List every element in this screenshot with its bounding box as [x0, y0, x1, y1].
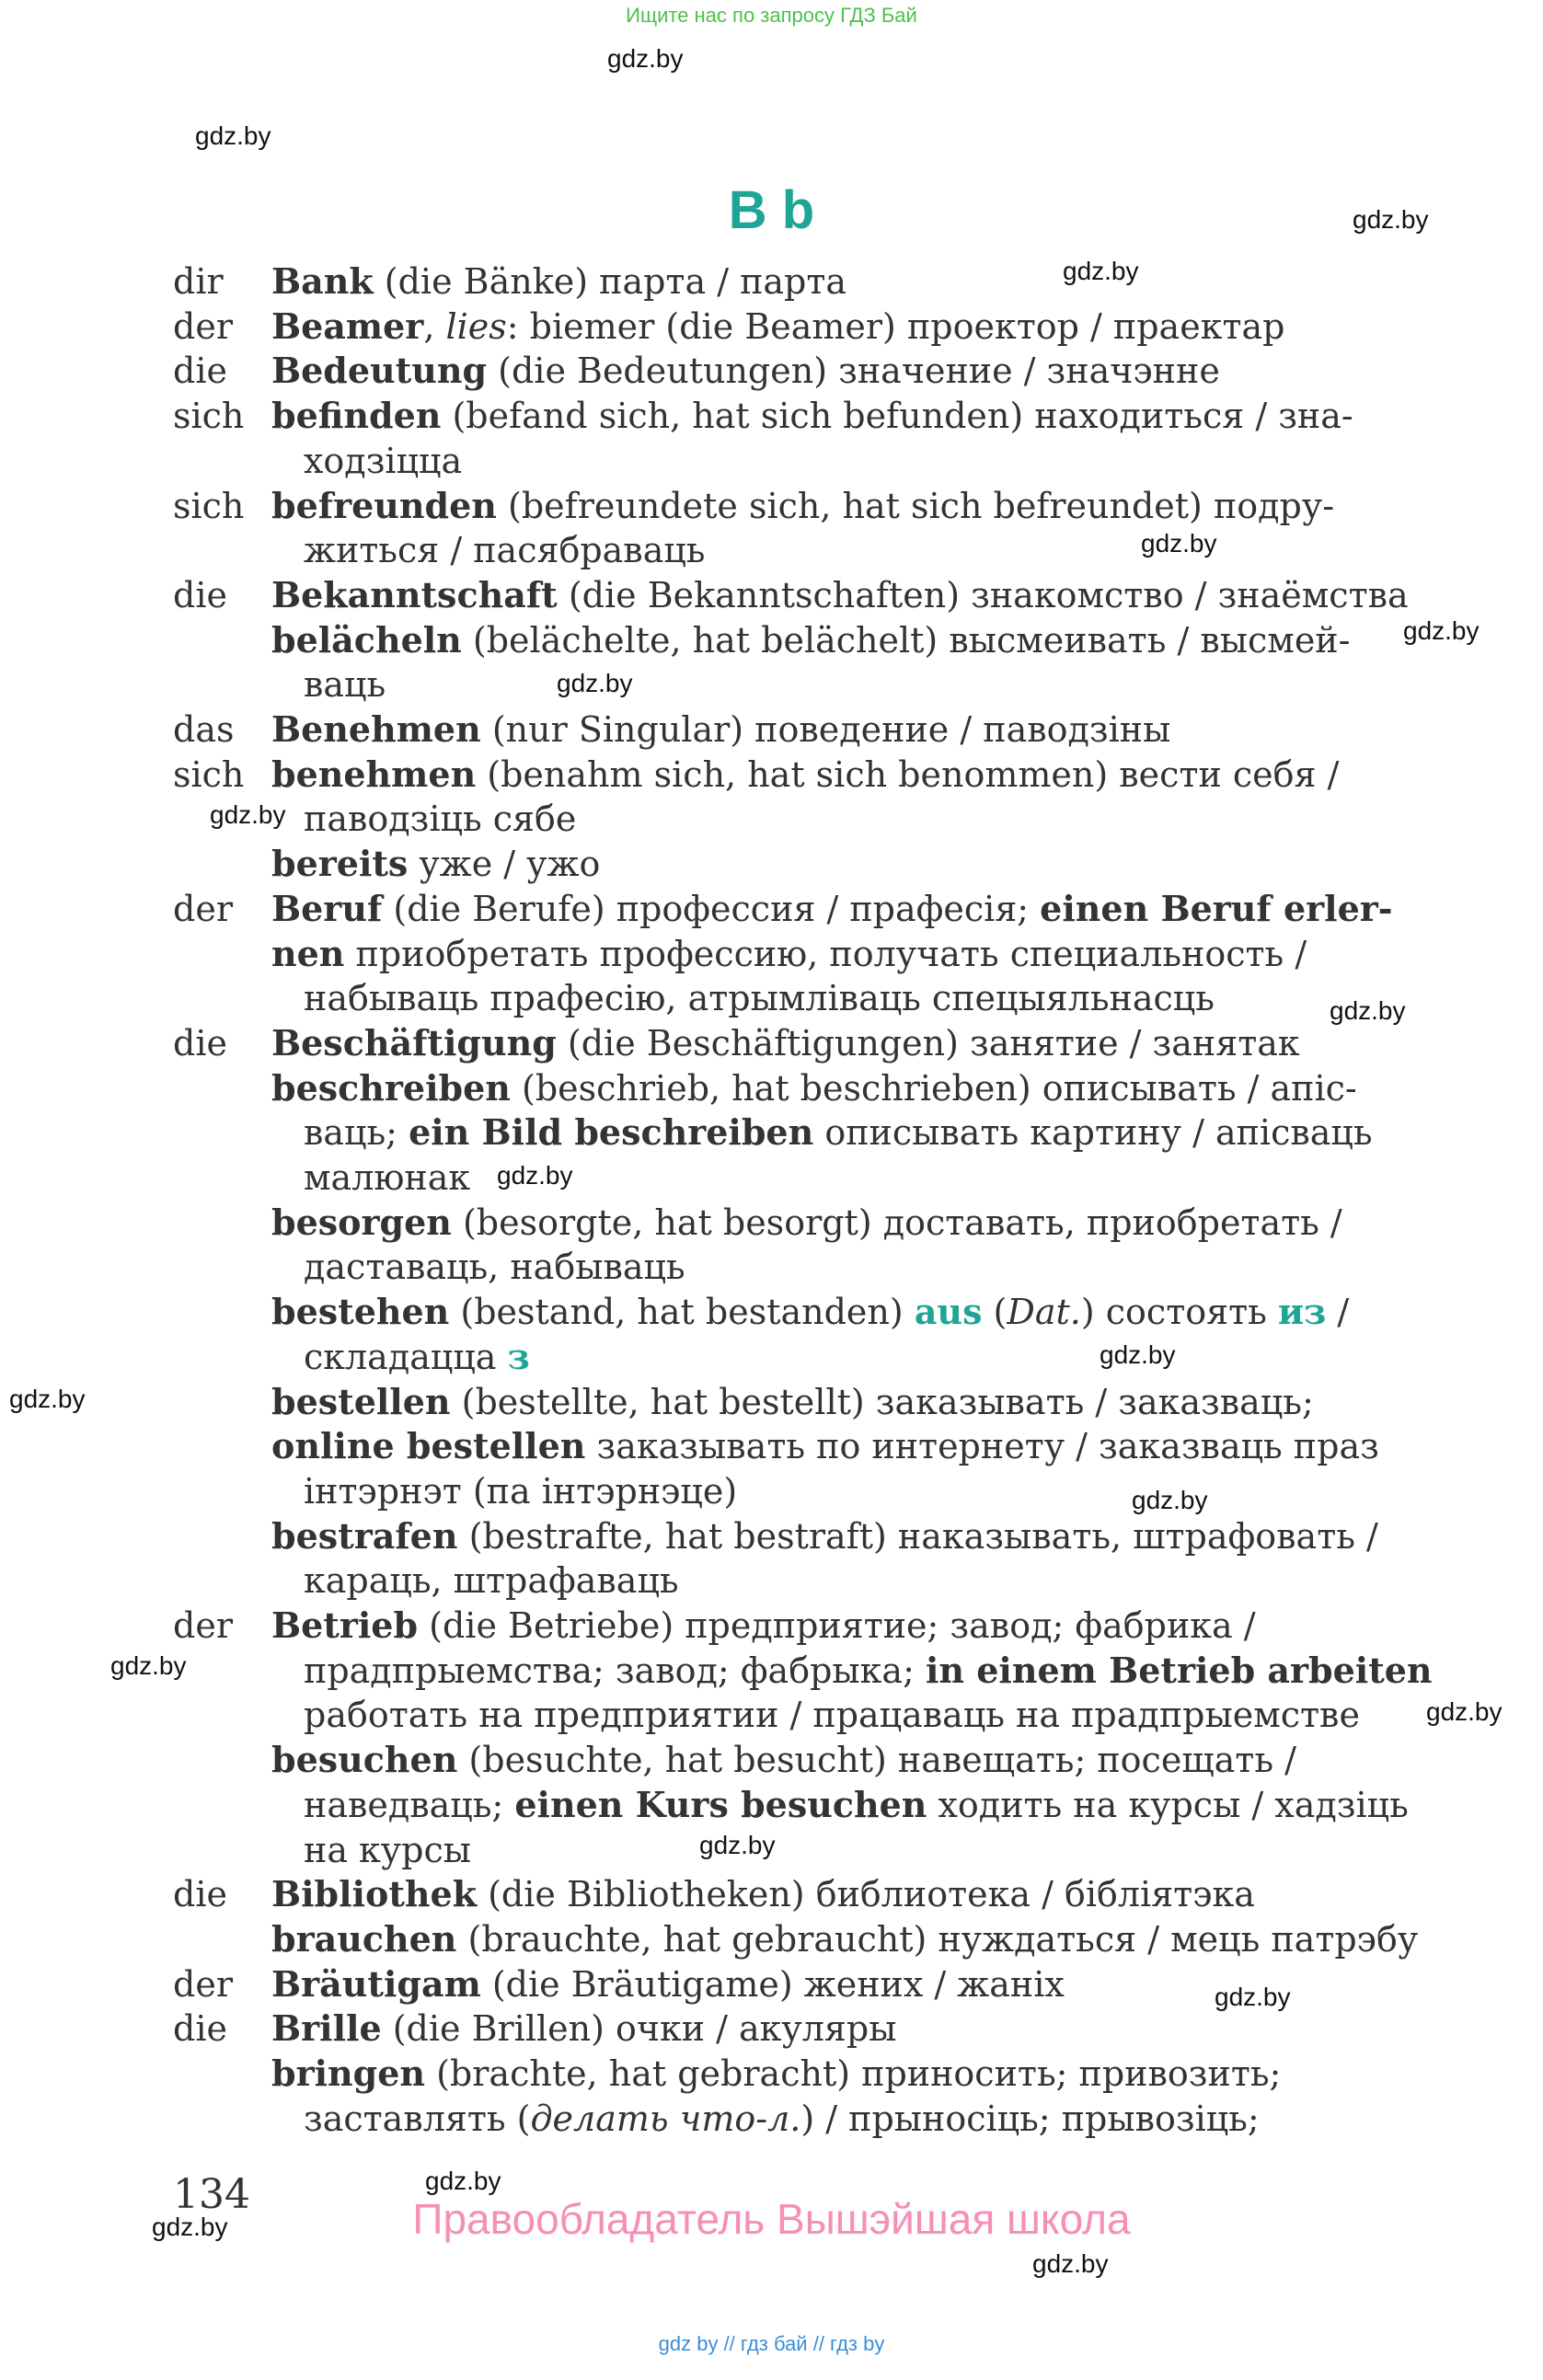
entry-text: (besuchte, hat besucht) навещать; посещать /: [457, 1740, 1296, 1781]
watermark-text: gdz.by: [1403, 616, 1480, 645]
entry-text: з: [507, 1335, 530, 1377]
section-heading: B b: [728, 180, 815, 240]
entry-text: lies: [445, 305, 507, 347]
entry-article: das: [173, 709, 235, 750]
entry-text: aus: [914, 1291, 983, 1333]
entry-text: (die Bibliotheken) библиотека / бібліятэка: [477, 1874, 1255, 1915]
entry-line: [271, 1604, 1256, 1648]
entry-line: [271, 305, 1284, 349]
headword: Bekanntschaft: [271, 573, 558, 615]
entry-article: der: [173, 1605, 233, 1646]
entry-text: складацца: [304, 1336, 508, 1377]
watermark-text: gdz.by: [1330, 996, 1406, 1025]
headword: bestellen: [271, 1380, 451, 1422]
entry-line: [304, 439, 462, 483]
entry-text: на курсы: [304, 1829, 472, 1870]
entry-line: [271, 932, 1307, 976]
headword: besorgen: [271, 1201, 452, 1243]
entry-line: [271, 1066, 1357, 1110]
entry-line: [304, 1245, 685, 1289]
headword: bestrafen: [271, 1514, 458, 1557]
entry-text: (die Bekanntschaften) знакомство / знаёмства: [557, 574, 1409, 615]
watermark-text: gdz.by: [1215, 1983, 1291, 2011]
entry-line: [271, 2006, 896, 2051]
entry-line: [304, 2097, 1260, 2141]
entry-article: sich: [173, 396, 245, 437]
entry-text: ваць: [304, 664, 386, 706]
entry-text: ,: [423, 305, 446, 347]
entry-text: (nur Singular) поведение / паводзіны: [480, 709, 1171, 750]
entry-line: [271, 842, 600, 886]
headword: Brille: [271, 2007, 382, 2050]
entry-text: (beschrieb, hat beschrieben) описывать / апіс-: [510, 1067, 1357, 1109]
entry-text: (die Beschäftigungen) занятие / занятак: [556, 1022, 1300, 1064]
entry-article: die: [173, 1022, 227, 1064]
entry-line: [271, 618, 1350, 662]
entry-line: [271, 1738, 1296, 1782]
watermark-text: gdz.by: [1426, 1697, 1503, 1726]
footer-links: gdz by // гдз бай // гдз by: [658, 2332, 885, 2355]
entry-text: (belächelte, hat belächelt) высмеивать / высмей-: [461, 619, 1351, 661]
watermark-text: gdz.by: [699, 1831, 776, 1859]
entry-text: (bestand, hat bestanden): [449, 1292, 915, 1333]
entry-line: [304, 1649, 1433, 1693]
entry-text: (bestellte, hat bestellt) заказывать / заказваць;: [450, 1381, 1314, 1422]
watermark-text: gdz.by: [1063, 257, 1139, 285]
entry-text: набываць прафесію, атрымліваць спецыяльнасць: [304, 978, 1215, 1019]
entry-text: (brauchte, hat gebraucht) нуждаться / мець патрэбу: [456, 1918, 1419, 1960]
entry-article: die: [173, 1874, 227, 1915]
entry-line: [304, 976, 1215, 1020]
entry-line: [304, 1335, 530, 1379]
entry-text: : biemer (die Beamer) проектор / праектар: [506, 305, 1285, 347]
entry-text: (die Bänke) парта / парта: [373, 261, 847, 302]
entry-line: [271, 349, 1220, 393]
entry-line: [304, 528, 705, 572]
headword: bestehen: [271, 1291, 450, 1333]
entry-line: [271, 1201, 1342, 1245]
headword: einen Beruf erler-: [1040, 887, 1393, 929]
entry-line: [304, 1828, 471, 1872]
watermark-text: gdz.by: [152, 2213, 228, 2241]
entry-line: [271, 1380, 1314, 1424]
entry-line: [271, 887, 1393, 931]
watermark-text: gdz.by: [9, 1385, 86, 1413]
entry-text: прадпрыемства; завод; фабрыка;: [304, 1650, 926, 1691]
entry-article: der: [173, 305, 233, 347]
entry-text: (besorgte, hat besorgt) доставать, приобретать /: [451, 1201, 1342, 1243]
copyright-notice: Правообладатель Вышэйшая школа: [412, 2195, 1131, 2243]
entry-article: der: [173, 1963, 233, 2005]
headword: befreunden: [271, 484, 497, 526]
entry-text: малюнак: [304, 1157, 471, 1198]
entry-text: (befand sich, hat sich befunden) находиться / зна-: [441, 396, 1353, 437]
entry-line: [271, 484, 1334, 528]
entry-text: /: [1326, 1292, 1350, 1333]
headword: bringen: [271, 2052, 426, 2094]
entry-text: уже / ужо: [408, 844, 601, 885]
entry-article: die: [173, 351, 227, 392]
entry-line: [271, 259, 846, 304]
entry-article: die: [173, 2008, 227, 2050]
entry-line: [304, 1558, 679, 1603]
watermark-text: gdz.by: [110, 1651, 187, 1680]
entry-text: приобретать профессию, получать специальность /: [344, 933, 1307, 974]
watermark-text: gdz.by: [497, 1161, 573, 1190]
entry-text: (: [982, 1292, 1008, 1333]
headword: befinden: [271, 395, 442, 437]
headword: Bräutigam: [271, 1962, 481, 2005]
headword: ein Bild beschreiben: [409, 1111, 814, 1154]
entry-line: [304, 1693, 1360, 1737]
entry-line: [271, 753, 1339, 797]
entry-text: (die Bedeutungen) значение / значэнне: [487, 351, 1220, 392]
entry-article: sich: [173, 485, 245, 526]
headword: in einem Betrieb arbeiten: [925, 1649, 1433, 1691]
entry-text: житься / пасябраваць: [304, 530, 706, 571]
entry-text: (brachte, hat gebracht) приносить; привозить;: [425, 2053, 1282, 2094]
headword: nen: [271, 932, 345, 974]
entry-article: der: [173, 888, 233, 929]
entry-article: sich: [173, 753, 245, 795]
entry-text: работать на предприятии / працаваць на прадпрыемстве: [304, 1695, 1360, 1736]
headword: beschreiben: [271, 1066, 511, 1109]
entry-text: інтэрнэт (па інтэрнэце): [304, 1470, 738, 1512]
entry-line: [271, 1514, 1378, 1558]
entry-text: заставлять (: [304, 2098, 531, 2139]
entry-line: [271, 394, 1353, 438]
watermark-text: gdz.by: [1032, 2249, 1109, 2278]
entry-text: ходить на курсы / хадзіць: [927, 1784, 1409, 1825]
entry-text: (befreundete sich, hat sich befreundet) подру-: [496, 485, 1335, 526]
entry-text: ходзіцца: [304, 440, 463, 481]
entry-text: (die Betriebe) предприятие; завод; фабрика /: [418, 1605, 1256, 1646]
entry-text: описывать картину / апісваць: [813, 1112, 1373, 1154]
entry-article: dir: [173, 261, 224, 302]
watermark-text: gdz.by: [195, 121, 271, 150]
entry-text: наведваць;: [304, 1784, 515, 1825]
entry-line: [304, 1156, 470, 1200]
entry-text: из: [1277, 1291, 1327, 1333]
entry-text: (bestrafte, hat bestraft) наказывать, штрафовать /: [457, 1515, 1378, 1557]
headword: Betrieb: [271, 1604, 419, 1646]
watermark-text: gdz.by: [425, 2167, 501, 2195]
entry-text: (die Bräutigame) жених / жаніх: [480, 1963, 1065, 2005]
headword: brauchen: [271, 1917, 457, 1960]
entry-text: ваць;: [304, 1112, 409, 1154]
entry-text: паводзіць сябе: [304, 799, 577, 840]
entry-line: [271, 707, 1170, 752]
entry-text: (die Berufe) профессия / прафесія;: [382, 888, 1041, 929]
entry-article: die: [173, 574, 227, 615]
watermark-text: gdz.by: [607, 44, 684, 73]
headword: Beruf: [271, 887, 383, 929]
entry-text: делать что-л.: [530, 2098, 801, 2139]
headword: benehmen: [271, 753, 477, 795]
entry-text: караць, штрафаваць: [304, 1560, 679, 1602]
entry-line: [304, 1783, 1409, 1827]
watermark-text: gdz.by: [1353, 205, 1429, 234]
entry-text: заказывать по интернету / заказваць праз: [585, 1426, 1379, 1467]
headword: Benehmen: [271, 708, 481, 750]
watermark-text: gdz.by: [1100, 1340, 1176, 1369]
page-number: 134: [173, 2171, 250, 2218]
headword: besuchen: [271, 1739, 458, 1781]
entry-text: (die Brillen) очки / акуляры: [381, 2008, 897, 2050]
watermark-text: gdz.by: [557, 669, 633, 697]
entry-line: [271, 1872, 1255, 1916]
entry-line: [271, 1917, 1418, 1961]
headword: Bedeutung: [271, 350, 488, 392]
entry-line: [271, 2052, 1281, 2096]
top-banner: Ищите нас по запросу ГДЗ Бай: [626, 4, 917, 27]
headword: einen Kurs besuchen: [514, 1783, 927, 1825]
entry-line: [271, 1021, 1300, 1065]
headword: Beschäftigung: [271, 1021, 557, 1064]
headword: bereits: [271, 843, 409, 885]
headword: Bibliothek: [271, 1873, 478, 1915]
entry-line: [304, 797, 576, 841]
entry-line: [271, 1290, 1349, 1334]
entry-line: [304, 1469, 737, 1513]
entry-text: даставаць, набываць: [304, 1247, 685, 1288]
watermark-text: gdz.by: [210, 800, 286, 829]
watermark-text: gdz.by: [1141, 529, 1217, 558]
headword: Beamer: [271, 305, 424, 347]
watermark-text: gdz.by: [1132, 1486, 1208, 1514]
entry-text: ) состоять: [1080, 1292, 1278, 1333]
entry-line: [304, 1110, 1373, 1155]
entry-line: [304, 662, 386, 707]
headword: online bestellen: [271, 1425, 586, 1467]
entry-line: [271, 1962, 1065, 2006]
entry-text: (benahm sich, hat sich benommen) вести себя /: [476, 753, 1340, 795]
headword: belächeln: [271, 618, 462, 661]
headword: Bank: [271, 260, 374, 302]
entry-line: [271, 1424, 1379, 1468]
entry-text: Dat.: [1007, 1292, 1081, 1333]
entry-line: [271, 573, 1409, 617]
entry-text: ) / прыносіць; прывозіць;: [800, 2098, 1260, 2139]
